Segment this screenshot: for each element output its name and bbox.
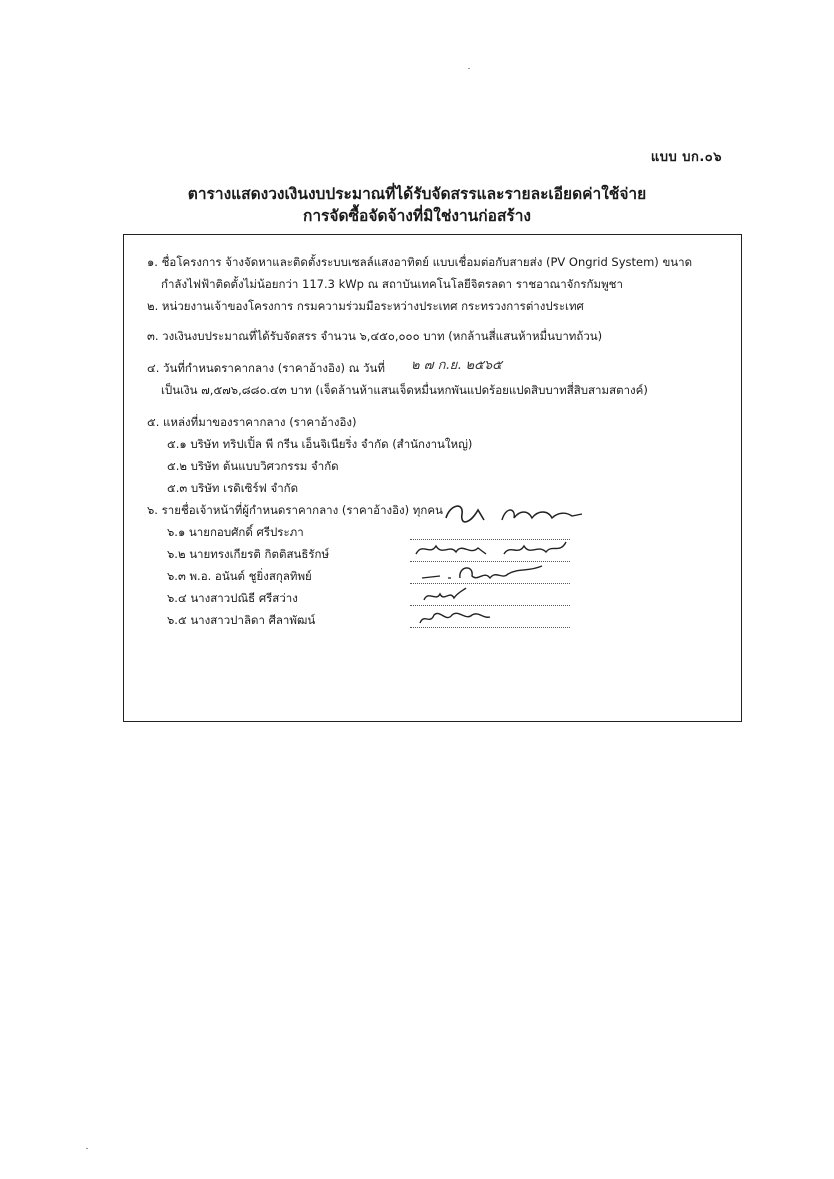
item3-budget: ๓. วงเงินงบประมาณที่ได้รับจัดสรร จำนวน ๖,๔๕๐,๐๐๐ บาท (หกล้านสี่แสนห้าหมื่นบาทถ้วน)	[147, 329, 603, 343]
official-3: ๖.๓ พ.อ. อนันต์ ชูยิ่งสกุลทิพย์	[167, 569, 312, 583]
item1-line2: กำลังไฟฟ้าติดตั้งไม่น้อยกว่า 117.3 kWp ณ สถาบันเทคโนโลยีจิตรลดา ราชอาณาจักรกัมพูชา	[161, 277, 623, 291]
official-2: ๖.๒ นายทรงเกียรติ กิตติสนธิรักษ์	[167, 547, 330, 561]
official-1: ๖.๑ นายกอบศักดิ์ ศรีประภา	[167, 525, 304, 539]
item2-owner-agency: ๒. หน่วยงานเจ้าของโครงการ กรมความร่วมมือระหว่างประเทศ กระทรวงการต่างประเทศ	[147, 299, 584, 313]
item4-date-handwritten: ๒ ๗ ก.ย. ๒๕๖๕	[411, 358, 502, 373]
item5-source-2: ๕.๒ บริษัท ต้นแบบวิศวกรรม จำกัด	[167, 459, 339, 473]
item4-amount: เป็นเงิน ๗,๕๗๖,๘๘๐.๔๓ บาท (เจ็ดล้านห้าแสนเจ็ดหมื่นหกพันแปดร้อยแปดสิบบาทสี่สิบสามสตางค์)	[161, 383, 648, 397]
document-title: ตารางแสดงวงเงินงบประมาณที่ได้รับจัดสรรและรายละเอียดค่าใช้จ่าย	[187, 185, 647, 203]
item4-date-label: ๔. วันที่กำหนดราคากลาง (ราคาอ้างอิง) ณ วันที่	[147, 361, 385, 375]
document-subtitle: การจัดซื้อจัดจ้างที่มิใช่งานก่อสร้าง	[302, 207, 532, 225]
item1-line1: ๑. ชื่อโครงการ จ้างจัดหาและติดตั้งระบบเซลล์แสงอาทิตย์ แบบเชื่อมต่อกับสายส่ง (PV Ongrid System) ขนาด	[147, 255, 693, 269]
item5-source-1: ๕.๑ บริษัท ทริปเปิ้ล พี กรีน เอ็นจิเนียริ่ง จำกัด (สำนักงานใหญ่)	[167, 437, 473, 451]
signature-5	[416, 605, 496, 629]
signature-1	[440, 496, 590, 528]
form-code: แบบ บก.๐๖	[650, 150, 722, 165]
scan-speck	[86, 1148, 88, 1149]
signature-3	[418, 560, 568, 586]
item6-label: ๖. รายชื่อเจ้าหน้าที่ผู้กำหนดราคากลาง (ราคาอ้างอิง) ทุกคน	[147, 503, 443, 517]
scan-speck	[468, 68, 470, 69]
official-4: ๖.๔ นางสาวปณิธี ศรีสว่าง	[167, 591, 298, 605]
signature-2	[412, 536, 572, 562]
item5-source-3: ๕.๓ บริษัท เรดิเซิร์ฟ จำกัด	[167, 481, 299, 495]
item5-label: ๕. แหล่งที่มาของราคากลาง (ราคาอ้างอิง)	[147, 415, 357, 429]
official-5: ๖.๕ นางสาวปาลิดา ศีลาพัฒน์	[167, 613, 316, 627]
